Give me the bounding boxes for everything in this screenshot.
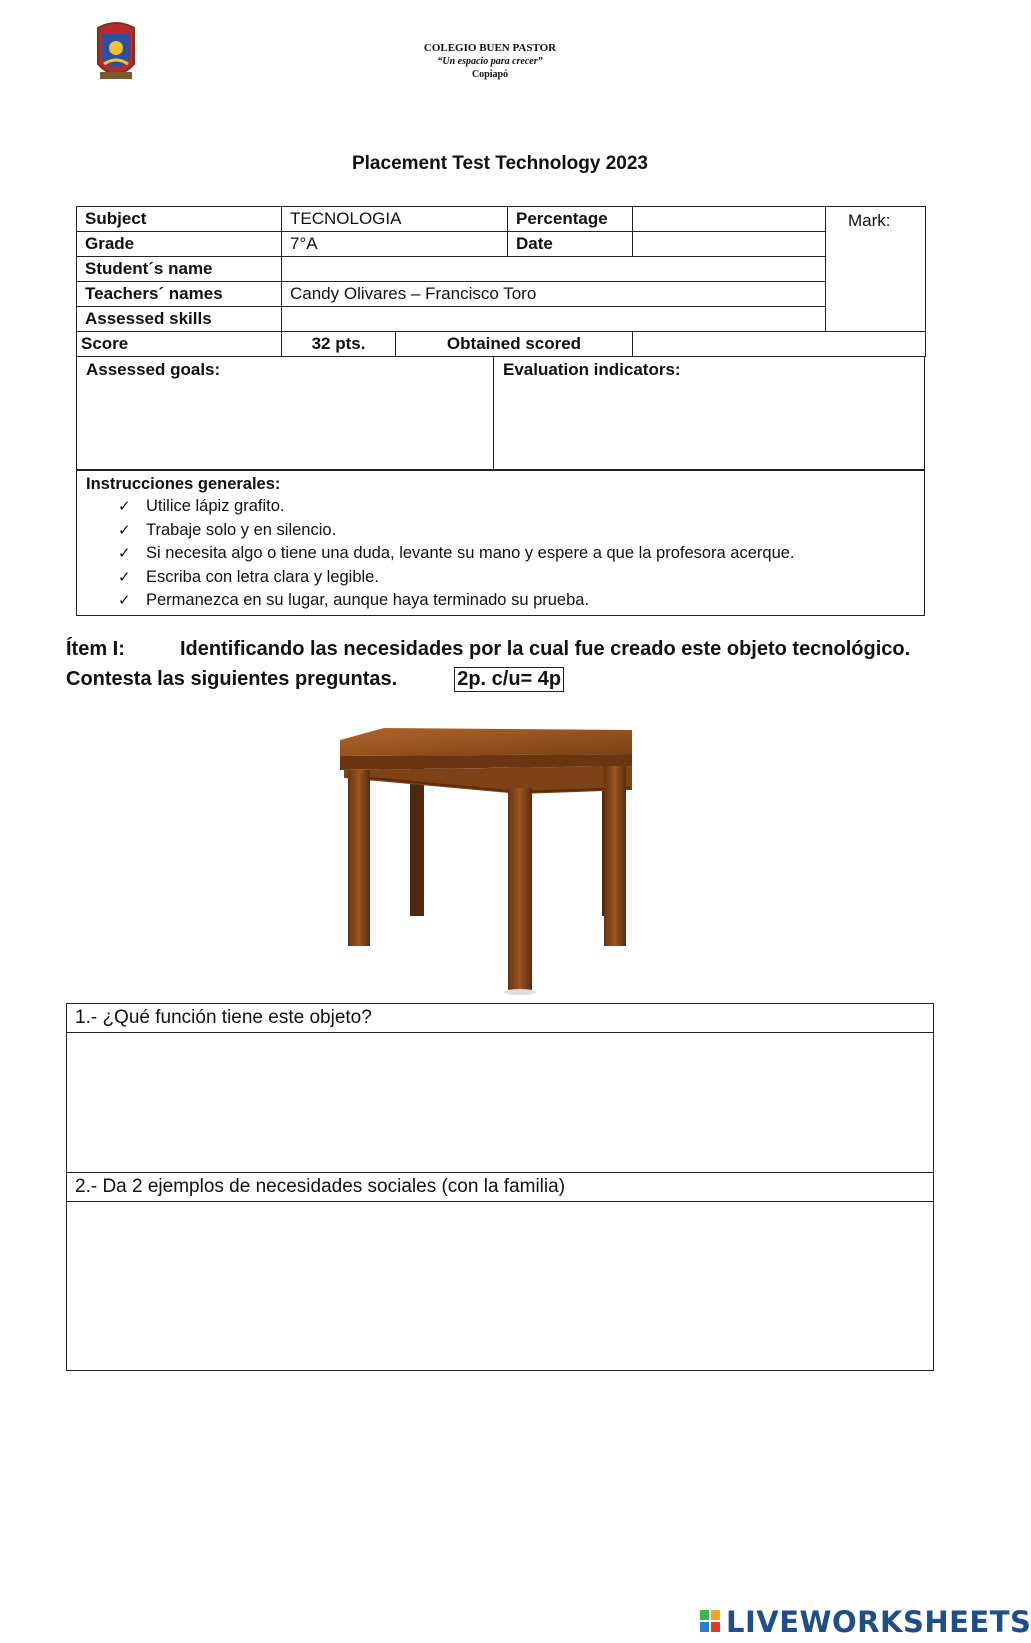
teachers-label: Teachers´ names — [77, 282, 282, 307]
question-2-answer-area[interactable] — [67, 1202, 933, 1370]
item-heading: Identificando las necesidades por la cual fue creado este objeto tecnológico. — [180, 638, 911, 660]
score-value: 32 pts. — [282, 332, 396, 357]
obtained-field[interactable] — [633, 332, 926, 357]
liveworksheets-logo[interactable] — [700, 1605, 1031, 1639]
instruction-text: Si necesita algo o tiene una duda, levante su mano y espere a que la profesora acerque. — [146, 544, 795, 562]
check-icon: ✓ — [118, 520, 131, 539]
evaluation-indicators: Evaluation indicators: — [503, 360, 681, 379]
question-1-answer-area[interactable] — [67, 1033, 933, 1173]
brand-text: LIVEWORKSHEETS — [726, 1605, 1031, 1639]
table-row — [77, 332, 926, 357]
list-item — [118, 566, 915, 590]
list-item — [118, 542, 915, 566]
check-icon: ✓ — [118, 567, 131, 586]
school-name: COLEGIO BUEN PASTOR — [423, 42, 557, 54]
instruction-text: Permanezca en su lugar, aunque haya terminado su prueba. — [146, 591, 590, 609]
list-item — [118, 519, 915, 543]
wooden-table-image — [340, 726, 660, 996]
skills-field[interactable] — [282, 307, 826, 332]
instruction-text: Utilice lápiz grafito. — [146, 497, 285, 515]
percentage-label: Percentage — [508, 207, 633, 232]
list-item — [118, 495, 915, 519]
check-icon: ✓ — [118, 591, 131, 609]
table-row — [77, 207, 926, 232]
assessed-goals: Assessed goals: — [77, 356, 494, 469]
question-1-box — [66, 1003, 934, 1173]
goals-section — [76, 356, 925, 470]
table-row — [77, 232, 926, 257]
question-1-text: 1.- ¿Qué función tiene este objeto? — [67, 1004, 933, 1033]
school-city: Copiapó — [471, 69, 509, 80]
date-label: Date — [508, 232, 633, 257]
mark-cell[interactable]: Mark: — [826, 207, 926, 332]
school-logo — [94, 20, 138, 84]
item-section — [66, 638, 934, 692]
date-field[interactable] — [633, 232, 826, 257]
question-2-text: 2.- Da 2 ejemplos de necesidades sociales (con la familia) — [67, 1173, 933, 1202]
grade-value: 7°A — [282, 232, 508, 257]
school-header — [340, 42, 640, 81]
percentage-field[interactable] — [633, 207, 826, 232]
points-badge: 2p. c/u= 4p — [454, 667, 564, 692]
item-subheading: Contesta las siguientes preguntas. — [66, 668, 398, 690]
instructions-list — [86, 495, 915, 613]
check-icon: ✓ — [118, 497, 131, 515]
obtained-label: Obtained scored — [396, 332, 633, 357]
table-row — [77, 257, 926, 282]
info-table — [76, 206, 926, 357]
grade-label: Grade — [77, 232, 282, 257]
score-label: Score — [77, 332, 282, 357]
table-row — [77, 307, 926, 332]
student-name-label: Student´s name — [77, 257, 282, 282]
liveworksheets-icon — [700, 1610, 722, 1634]
item-label: Ítem I: — [66, 638, 125, 660]
subject-label: Subject — [77, 207, 282, 232]
instructions-heading: Instrucciones generales: — [86, 475, 281, 493]
school-motto: “Un espacio para crecer” — [437, 56, 543, 67]
table-row — [77, 282, 926, 307]
page-title: Placement Test Technology 2023 — [351, 153, 648, 174]
instruction-text: Trabaje solo y en silencio. — [146, 520, 337, 539]
instruction-text: Escriba con letra clara y legible. — [146, 567, 379, 586]
instructions-box — [76, 470, 925, 616]
list-item — [118, 589, 915, 613]
teachers-value: Candy Olivares – Francisco Toro — [282, 282, 826, 307]
subject-value: TECNOLOGIA — [282, 207, 508, 232]
check-icon: ✓ — [118, 544, 131, 562]
question-2-box — [66, 1172, 934, 1371]
skills-label: Assessed skills — [77, 307, 282, 332]
student-name-field[interactable] — [282, 257, 826, 282]
